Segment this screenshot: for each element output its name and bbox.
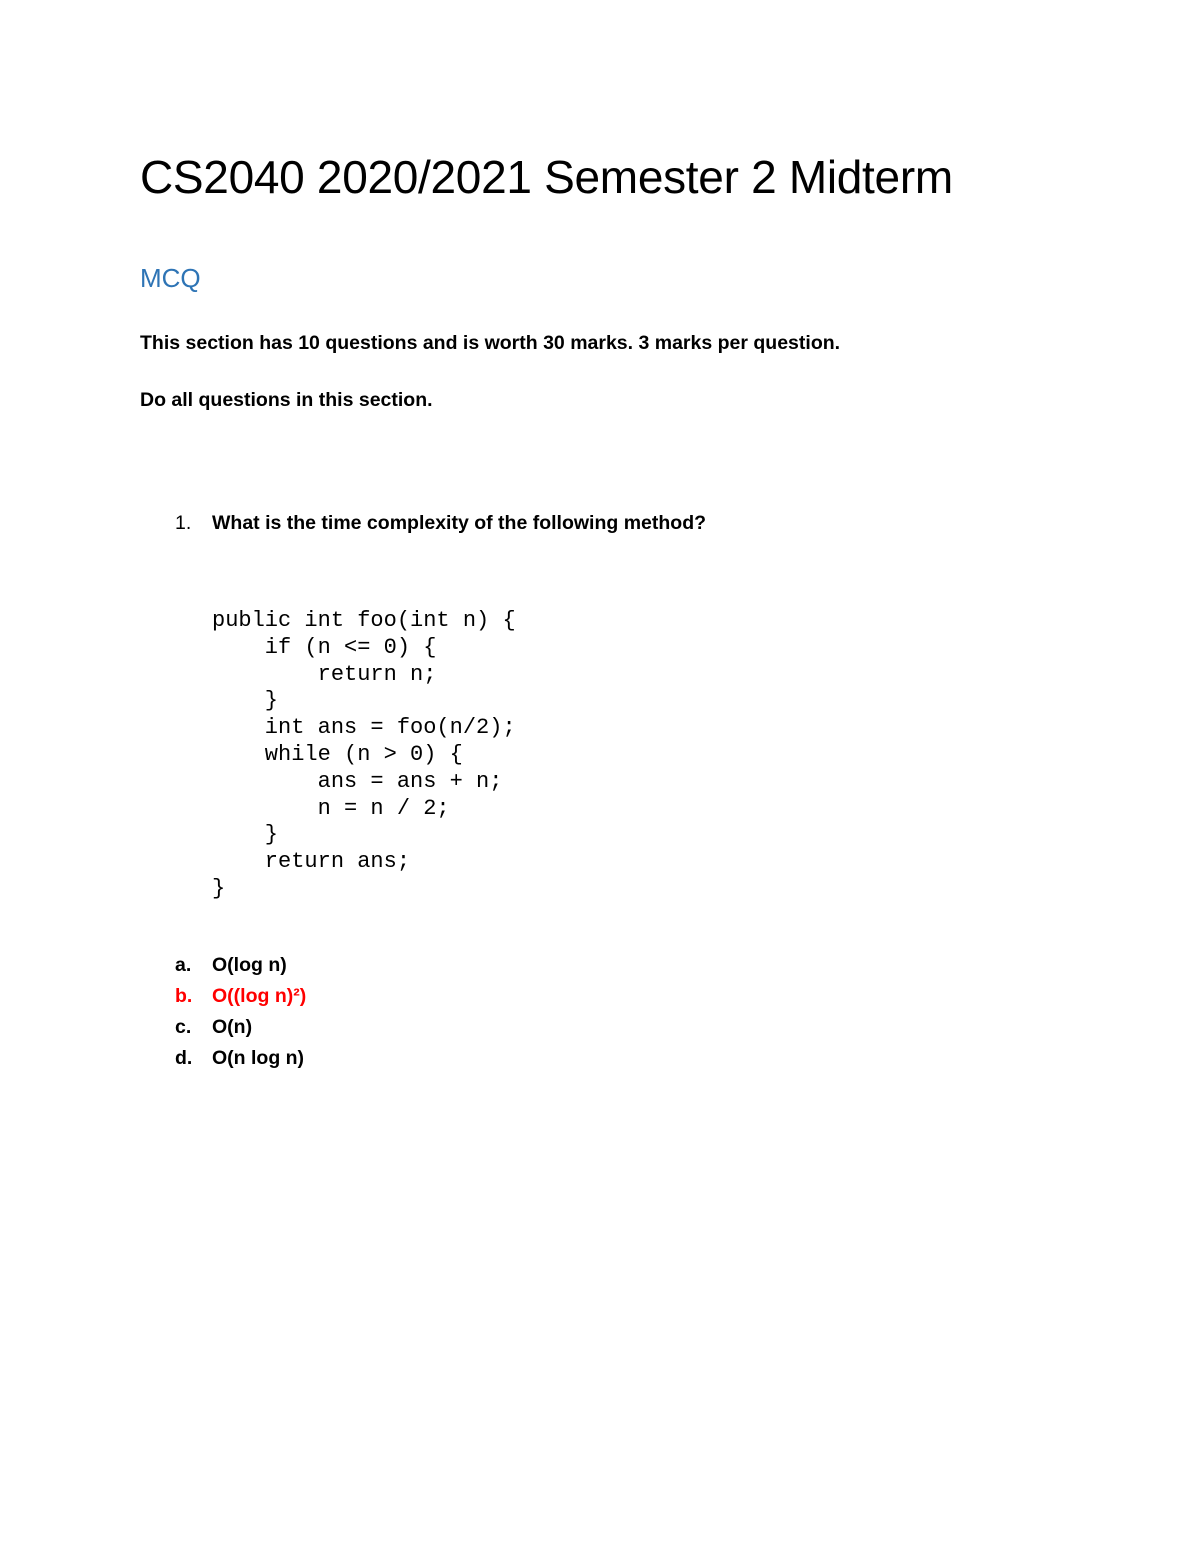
question-text: What is the time complexity of the following method? — [212, 512, 707, 534]
section-intro-marks: This section has 10 questions and is worth 30 marks. 3 marks per question. — [140, 332, 841, 354]
option-text: O((log n)²) — [212, 985, 307, 1007]
code-line: } — [212, 875, 226, 901]
code-line: while (n > 0) { — [212, 741, 463, 767]
section-heading: MCQ — [140, 263, 201, 293]
option-letter: d. — [175, 1047, 193, 1069]
code-line: } — [212, 822, 279, 848]
question-1 — [175, 512, 706, 535]
code-line: return n; — [212, 661, 437, 687]
code-line: int ans = foo(n/2); — [212, 715, 516, 741]
answer-options — [175, 950, 306, 1074]
option-text: O(n) — [212, 1016, 253, 1038]
code-line: ans = ans + n; — [212, 768, 503, 794]
document-title: CS2040 2020/2021 Semester 2 Midterm — [140, 151, 953, 203]
option-letter: a. — [175, 954, 192, 976]
option-c — [175, 1012, 306, 1043]
question-number: 1. — [175, 512, 192, 534]
option-text: O(log n) — [212, 954, 287, 976]
code-line: if (n <= 0) { — [212, 634, 437, 660]
option-letter: b. — [175, 985, 193, 1007]
option-text: O(n log n) — [212, 1047, 305, 1069]
code-line: n = n / 2; — [212, 795, 450, 821]
option-letter: c. — [175, 1016, 192, 1038]
option-b — [175, 981, 306, 1012]
code-line: public int foo(int n) { — [212, 608, 516, 633]
option-a — [175, 950, 306, 981]
section-intro-instruction: Do all questions in this section. — [140, 389, 433, 411]
code-block — [212, 608, 516, 903]
code-line: return ans; — [212, 849, 411, 875]
option-d — [175, 1043, 306, 1074]
code-line: } — [212, 688, 279, 714]
